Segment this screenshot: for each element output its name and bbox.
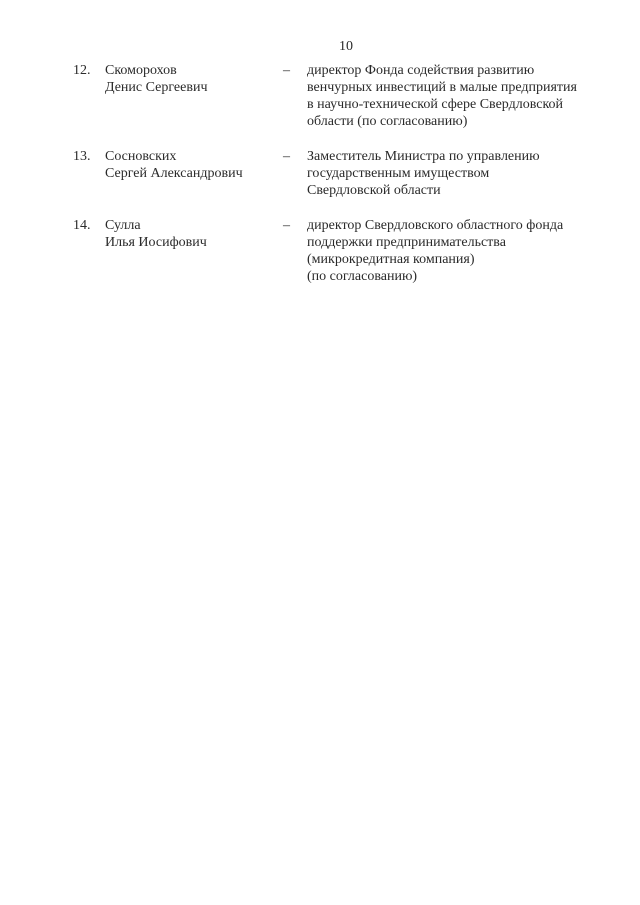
person-name <box>105 148 243 182</box>
position-line: директор Свердловского областного фонда <box>307 218 564 233</box>
person-name <box>105 62 207 96</box>
item-number: 14. <box>73 218 91 233</box>
given-names: Сергей Александрович <box>105 166 243 181</box>
position-line: венчурных инвестиций в малые предприятия <box>307 80 577 95</box>
position-line: директор Фонда содействия развитию <box>307 63 535 78</box>
position-line: (по согласованию) <box>307 269 418 284</box>
position-description <box>307 62 617 130</box>
dash: – <box>283 149 290 164</box>
position-description <box>307 148 617 199</box>
surname: Скоморохов <box>105 63 177 78</box>
position-line: Заместитель Министра по управлению <box>307 149 540 164</box>
item-number: 12. <box>73 63 91 78</box>
given-names: Илья Иосифович <box>105 235 207 250</box>
surname: Сосновских <box>105 149 177 164</box>
position-line: в научно-технической сфере Свердловской <box>307 97 564 112</box>
item-number: 13. <box>73 149 91 164</box>
person-name <box>105 217 207 251</box>
position-line: Свердловской области <box>307 183 441 198</box>
page-number: 10 <box>339 39 353 54</box>
position-description <box>307 217 617 285</box>
position-line: области (по согласованию) <box>307 114 468 129</box>
dash: – <box>283 218 290 233</box>
position-line: поддержки предпринимательства <box>307 235 506 250</box>
surname: Сулла <box>105 218 141 233</box>
given-names: Денис Сергеевич <box>105 80 208 95</box>
position-line: государственным имуществом <box>307 166 490 181</box>
position-line: (микрокредитная компания) <box>307 252 475 267</box>
dash: – <box>283 63 290 78</box>
